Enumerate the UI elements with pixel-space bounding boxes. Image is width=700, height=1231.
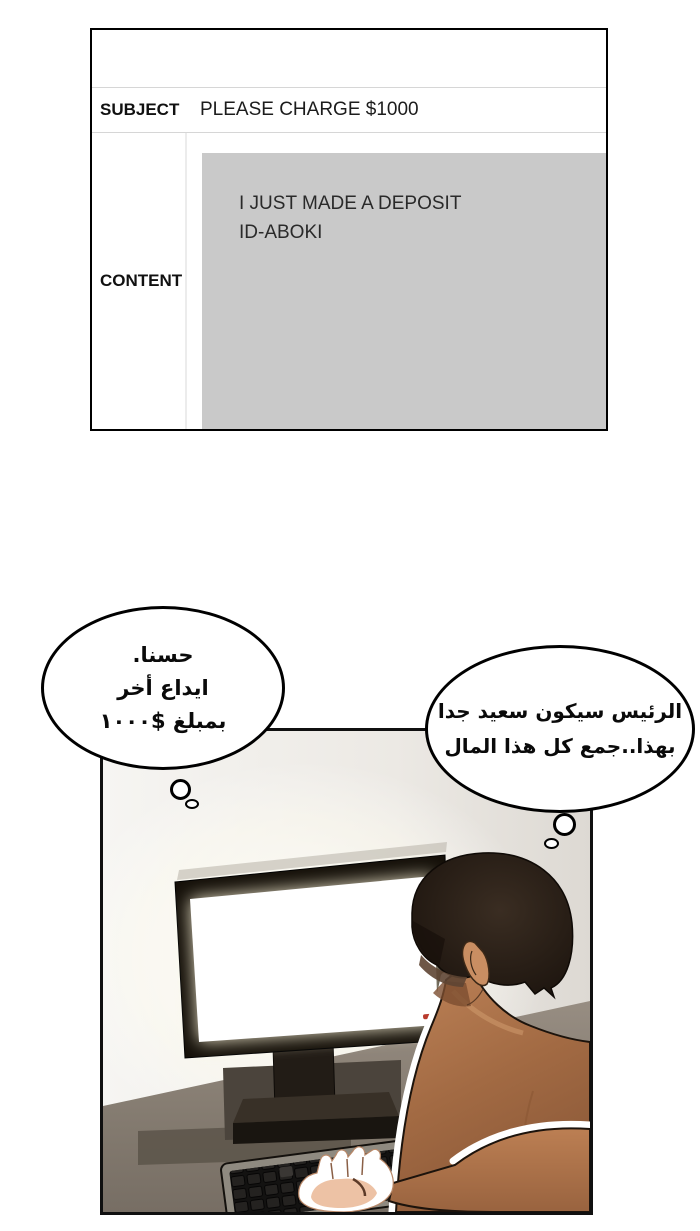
thought-bubble-left — [41, 606, 285, 770]
form-row-empty — [92, 30, 606, 88]
email-form — [90, 28, 608, 431]
subject-label: SUBJECT — [100, 100, 180, 119]
bubble-line: الرئيس سيكون سعيد جدا — [437, 699, 683, 723]
thought-dot — [553, 813, 576, 836]
content-line: ID-ABOKI — [239, 222, 323, 243]
content-textarea[interactable] — [202, 153, 606, 429]
monitor-screen — [190, 876, 438, 1042]
content-divider — [185, 133, 187, 429]
bubble-line: بمبلغ $١٠٠٠ — [99, 708, 227, 733]
bubble-line: ايداع أخر — [117, 675, 209, 700]
subject-input-value[interactable]: PLEASE CHARGE $1000 — [200, 99, 419, 120]
bubble-line: حسنا. — [132, 642, 194, 667]
thought-bubble-right — [425, 645, 695, 813]
content-line: I JUST MADE A DEPOSIT — [239, 193, 462, 214]
form-row-subject — [92, 88, 606, 133]
thought-dot — [185, 799, 199, 809]
content-label: CONTENT — [100, 271, 183, 290]
bubble-line: بهذا..جمع كل هذا المال — [444, 734, 676, 758]
thought-dot — [544, 838, 559, 849]
form-row-content — [92, 133, 606, 429]
thought-dot — [170, 779, 191, 800]
